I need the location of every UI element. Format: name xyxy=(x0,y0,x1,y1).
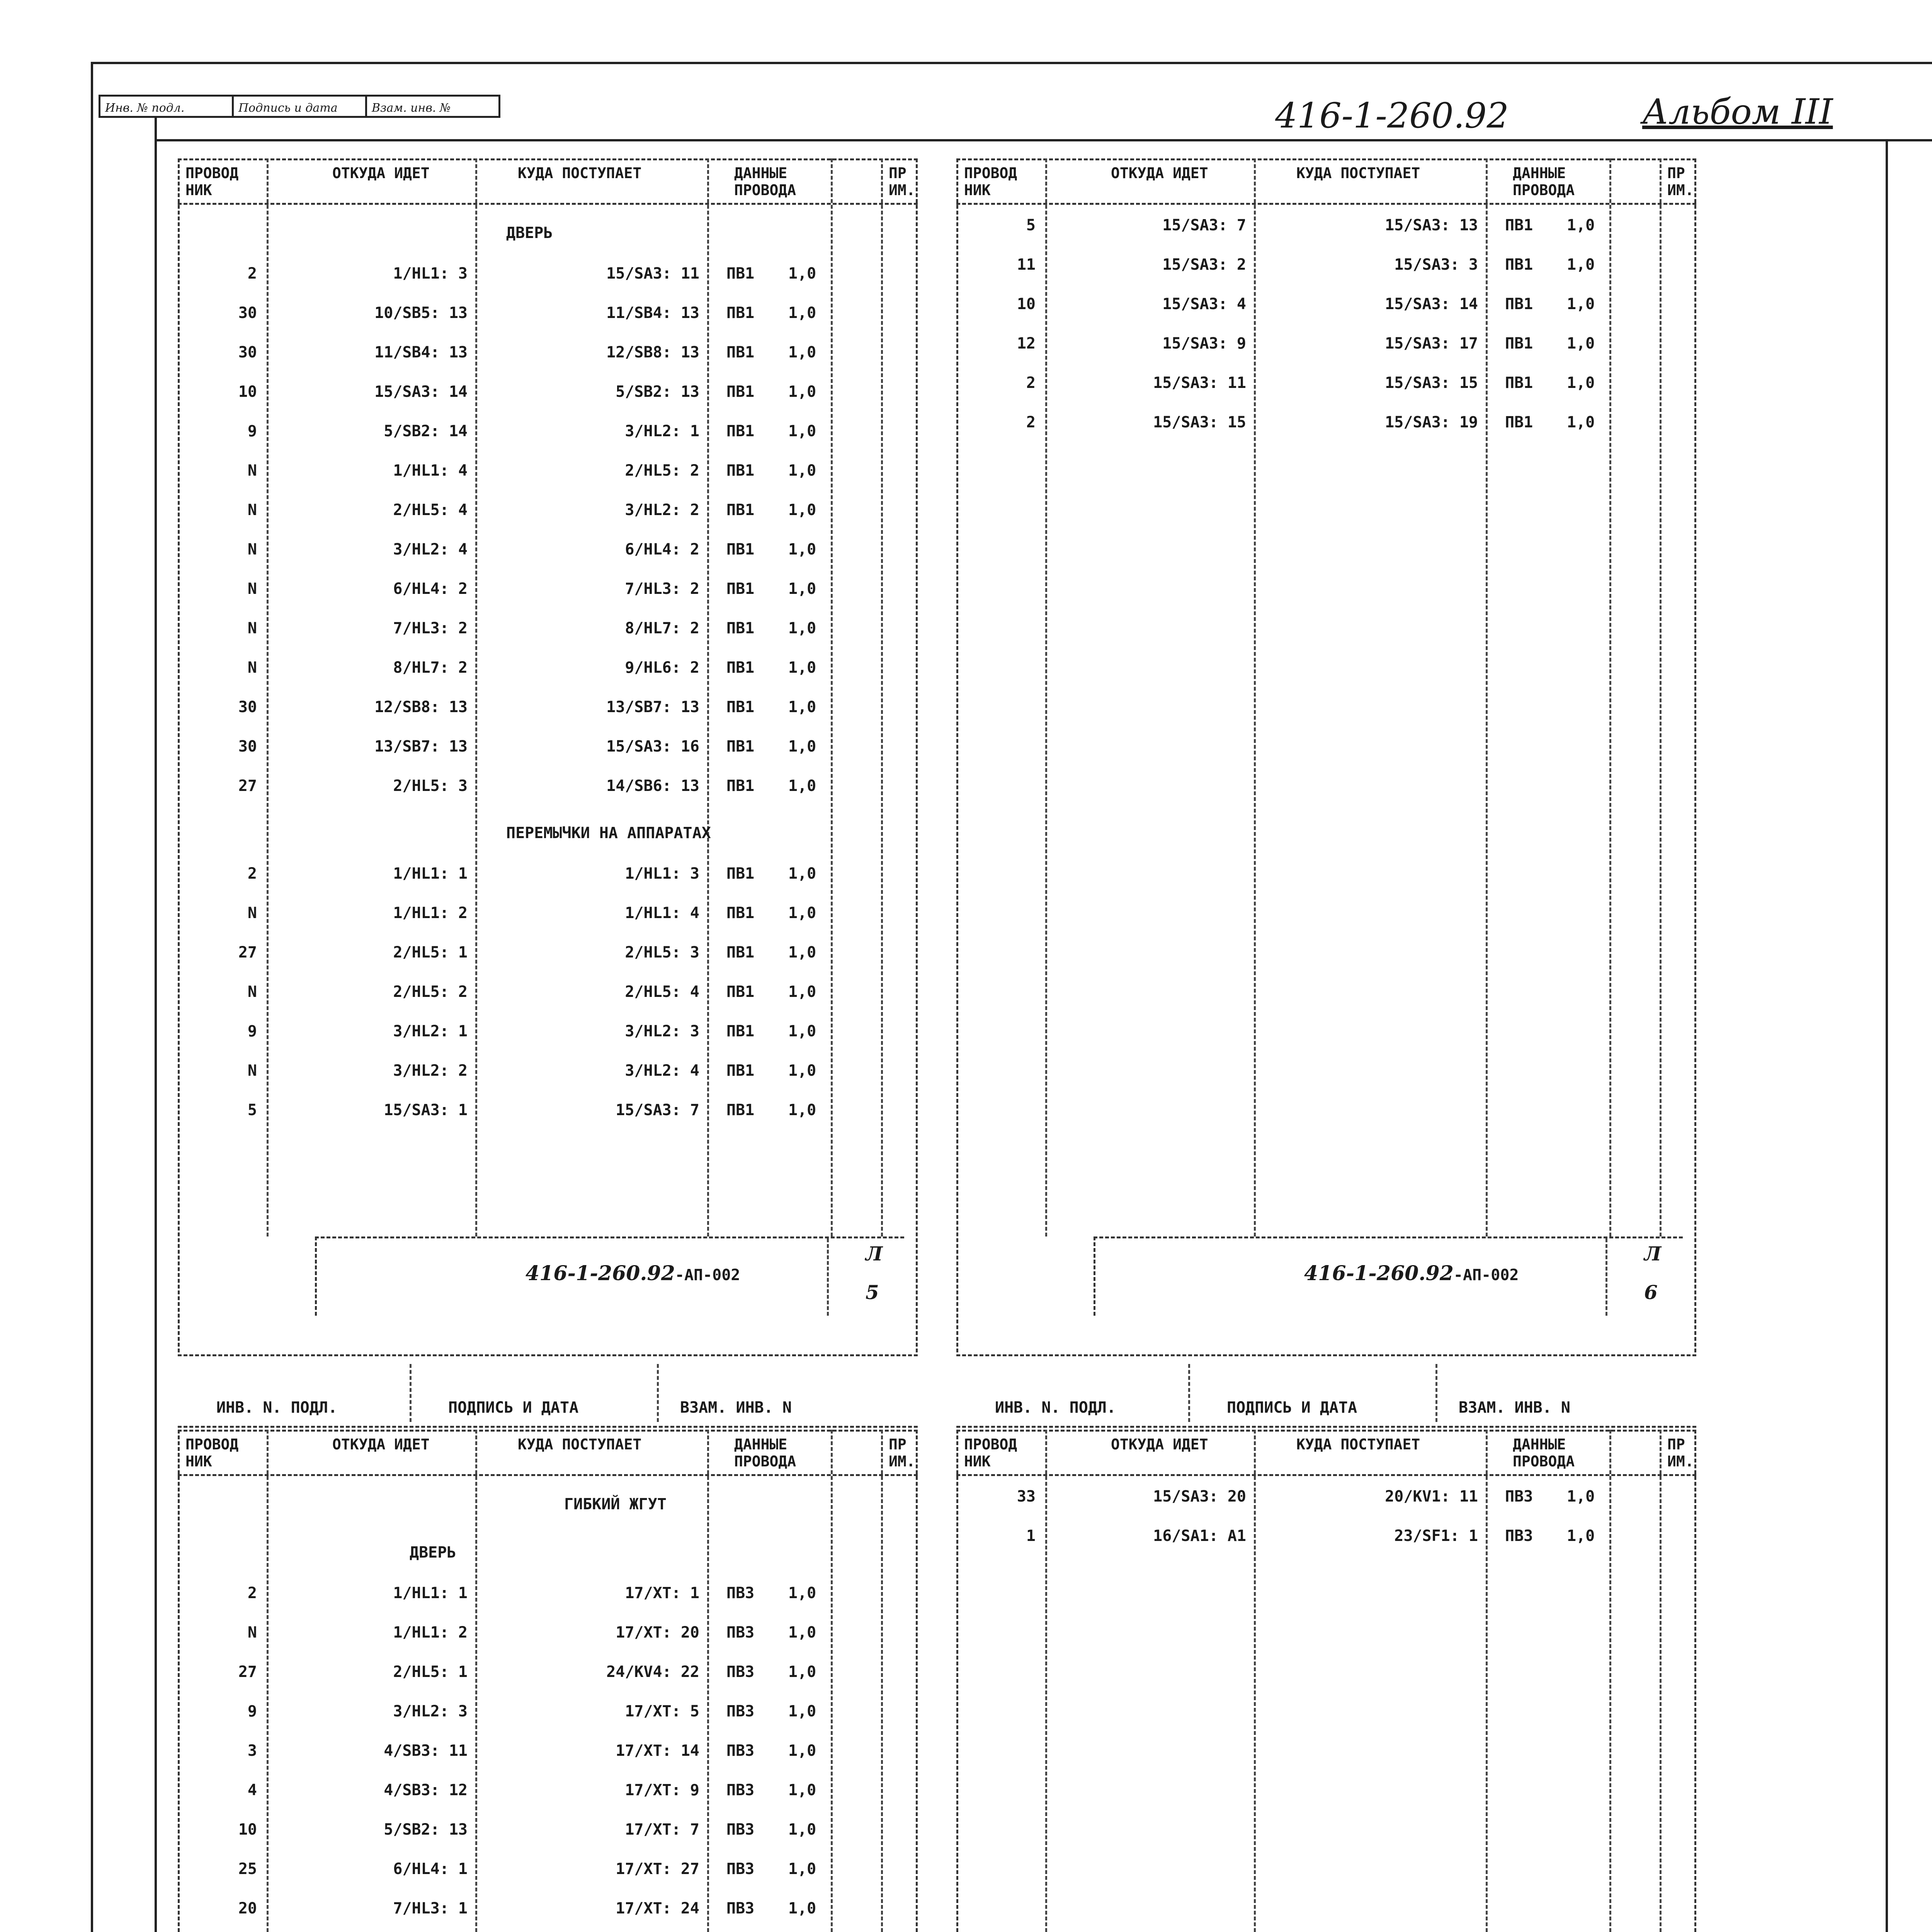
table-row xyxy=(178,738,918,772)
from-cell: 2/HL5: 1 xyxy=(393,944,468,961)
header-to: КУДА ПОСТУПАЕТ xyxy=(1296,165,1420,182)
table-row xyxy=(178,1101,918,1136)
sig-repl: ВЗАМ. ИНВ. N xyxy=(680,1399,792,1417)
wire-cell: 30 xyxy=(238,698,257,716)
wire-cell: 27 xyxy=(238,944,257,961)
table-row xyxy=(956,216,1696,251)
section-cell: 1,0 xyxy=(788,659,816,677)
table-row xyxy=(178,865,918,900)
to-cell: 3/HL2: 3 xyxy=(625,1022,699,1040)
type-cell: ПВ3 xyxy=(1505,1488,1533,1505)
wire-cell: 9 xyxy=(247,1022,257,1040)
type-cell: ПВ1 xyxy=(726,344,755,361)
type-cell: ПВ1 xyxy=(1505,413,1533,431)
table-row xyxy=(178,1781,918,1816)
type-cell: ПВ1 xyxy=(726,777,755,795)
wire-cell: 30 xyxy=(238,304,257,322)
table-header xyxy=(178,158,918,205)
sig-inv: ИНВ. N. ПОДЛ. xyxy=(995,1399,1116,1417)
title-box xyxy=(1094,1236,1683,1316)
to-cell: 2/HL5: 4 xyxy=(625,983,699,1001)
type-cell: ПВ1 xyxy=(726,265,755,282)
sig-repl: ВЗАМ. ИНВ. N xyxy=(1459,1399,1570,1417)
table-row xyxy=(178,1022,918,1057)
from-cell: 15/SA3: 2 xyxy=(1162,256,1246,274)
table-row xyxy=(178,1702,918,1737)
to-cell: 2/HL5: 3 xyxy=(625,944,699,961)
table-row xyxy=(178,777,918,812)
table-row xyxy=(178,265,918,299)
wire-cell: 9 xyxy=(247,1702,257,1720)
header-note: ПР ИМ. xyxy=(889,165,915,199)
type-cell: ПВ1 xyxy=(726,462,755,480)
type-cell: ПВ1 xyxy=(726,619,755,637)
section-cell: 1,0 xyxy=(788,1742,816,1760)
from-cell: 2/HL5: 3 xyxy=(393,777,468,795)
signature-block xyxy=(178,1354,918,1428)
section-cell: 1,0 xyxy=(788,904,816,922)
header-from: ОТКУДА ИДЕТ xyxy=(332,1436,430,1453)
table-row xyxy=(178,1624,918,1658)
header-wire: ПРОВОД НИК xyxy=(185,165,239,199)
header-wire: ПРОВОД НИК xyxy=(964,1436,1017,1470)
sheet-7 xyxy=(178,1430,918,1932)
type-cell: ПВ3 xyxy=(726,1663,755,1681)
to-cell: 8/HL7: 2 xyxy=(625,619,699,637)
from-cell: 15/SA3: 9 xyxy=(1162,335,1246,352)
wire-cell: 30 xyxy=(238,344,257,361)
type-cell: ПВ1 xyxy=(1505,374,1533,392)
wire-cell: N xyxy=(247,983,257,1001)
from-cell: 15/SA3: 15 xyxy=(1153,413,1246,431)
wire-cell: 5 xyxy=(1026,216,1036,234)
header-from: ОТКУДА ИДЕТ xyxy=(1111,1436,1208,1453)
signature-block xyxy=(956,1354,1696,1428)
left-margin-rule xyxy=(155,116,157,1932)
wire-cell: 2 xyxy=(247,265,257,282)
section-cell: 1,0 xyxy=(788,501,816,519)
header-to: КУДА ПОСТУПАЕТ xyxy=(518,165,642,182)
type-cell: ПВ3 xyxy=(1505,1527,1533,1545)
header-from: ОТКУДА ИДЕТ xyxy=(332,165,430,182)
from-cell: 3/HL2: 2 xyxy=(393,1062,468,1080)
section-cell: 1,0 xyxy=(788,580,816,598)
table-row xyxy=(178,698,918,733)
to-cell: 15/SA3: 11 xyxy=(606,265,699,282)
from-cell: 13/SB7: 13 xyxy=(374,738,468,755)
wire-cell: 25 xyxy=(238,1860,257,1878)
from-cell: 1/HL1: 2 xyxy=(393,1624,468,1641)
from-cell: 3/HL2: 4 xyxy=(393,541,468,558)
from-cell: 2/HL5: 1 xyxy=(393,1663,468,1681)
stamp-repl: Взам. инв. № xyxy=(372,101,451,115)
table-row xyxy=(178,619,918,654)
type-cell: ПВ1 xyxy=(726,541,755,558)
table-row xyxy=(178,304,918,339)
section-title: ПЕРЕМЫЧКИ НА АППАРАТАХ xyxy=(506,824,711,842)
to-cell: 15/SA3: 19 xyxy=(1385,413,1478,431)
from-cell: 7/HL3: 1 xyxy=(393,1900,468,1917)
from-cell: 1/HL1: 1 xyxy=(393,1584,468,1602)
header-note: ПР ИМ. xyxy=(1667,1436,1694,1470)
type-cell: ПВ1 xyxy=(726,865,755,883)
document-code: 416-1-260.92 xyxy=(1275,95,1509,136)
title-code xyxy=(526,1262,740,1285)
stamp-sign: Подпись и дата xyxy=(234,97,367,116)
section-cell: 1,0 xyxy=(1567,413,1595,431)
type-cell: ПВ1 xyxy=(1505,216,1533,234)
table-row xyxy=(178,983,918,1018)
section-cell: 1,0 xyxy=(788,1101,816,1119)
section-cell: 1,0 xyxy=(788,265,816,282)
type-cell: ПВ1 xyxy=(726,738,755,755)
header-wire: ПРОВОД НИК xyxy=(964,165,1017,199)
section-cell: 1,0 xyxy=(788,738,816,755)
table-row xyxy=(178,1584,918,1619)
section-cell: 1,0 xyxy=(1567,256,1595,274)
sheet-6 xyxy=(956,158,1696,1422)
album-label: Альбом III xyxy=(1642,92,1833,132)
from-cell: 1/HL1: 2 xyxy=(393,904,468,922)
section-cell: 1,0 xyxy=(788,1900,816,1917)
to-cell: 1/HL1: 3 xyxy=(625,865,699,883)
to-cell: 15/SA3: 15 xyxy=(1385,374,1478,392)
type-cell: ПВ1 xyxy=(726,580,755,598)
from-cell: 15/SA3: 14 xyxy=(374,383,468,401)
to-cell: 23/SF1: 1 xyxy=(1394,1527,1478,1545)
sig-sign: ПОДПИСЬ И ДАТА xyxy=(448,1399,579,1417)
wire-cell: 4 xyxy=(247,1781,257,1799)
to-cell: 1/HL1: 4 xyxy=(625,904,699,922)
from-cell: 16/SA1: A1 xyxy=(1153,1527,1246,1545)
header-data: ДАННЫЕ ПРОВОДА xyxy=(734,165,796,199)
from-cell: 6/HL4: 1 xyxy=(393,1860,468,1878)
right-margin-rule xyxy=(1886,139,1888,1932)
header-rule xyxy=(155,139,1932,141)
type-cell: ПВ3 xyxy=(726,1702,755,1720)
table-row xyxy=(178,422,918,457)
table-row xyxy=(956,374,1696,409)
from-cell: 15/SA3: 11 xyxy=(1153,374,1246,392)
section-cell: 1,0 xyxy=(788,777,816,795)
to-cell: 2/HL5: 2 xyxy=(625,462,699,480)
section-cell: 1,0 xyxy=(788,1860,816,1878)
section-title: ДВЕРЬ xyxy=(410,1544,456,1561)
title-code-suffix: -АП-002 xyxy=(675,1266,740,1284)
table-row xyxy=(178,1062,918,1097)
type-cell: ПВ3 xyxy=(726,1821,755,1838)
from-cell: 3/HL2: 3 xyxy=(393,1702,468,1720)
wire-cell: 11 xyxy=(1017,256,1036,274)
from-cell: 5/SB2: 13 xyxy=(384,1821,468,1838)
from-cell: 4/SB3: 12 xyxy=(384,1781,468,1799)
section-cell: 1,0 xyxy=(1567,295,1595,313)
header-note: ПР ИМ. xyxy=(889,1436,915,1470)
to-cell: 15/SA3: 16 xyxy=(606,738,699,755)
from-cell: 8/HL7: 2 xyxy=(393,659,468,677)
section-cell: 1,0 xyxy=(788,865,816,883)
table-row xyxy=(956,413,1696,448)
title-code-main: 416-1-260.92 xyxy=(526,1262,675,1285)
table-row xyxy=(956,1488,1696,1522)
section-title: ГИБКИЙ ЖГУТ xyxy=(564,1495,667,1513)
approval-stamp xyxy=(99,95,500,118)
sheet-label: Л xyxy=(1644,1242,1662,1265)
from-cell: 1/HL1: 4 xyxy=(393,462,468,480)
table-row xyxy=(956,1527,1696,1562)
to-cell: 17/XT: 14 xyxy=(616,1742,699,1760)
title-divider xyxy=(827,1238,829,1316)
from-cell: 7/HL3: 2 xyxy=(393,619,468,637)
section-cell: 1,0 xyxy=(788,1781,816,1799)
to-cell: 6/HL4: 2 xyxy=(625,541,699,558)
to-cell: 17/XT: 1 xyxy=(625,1584,699,1602)
table-row xyxy=(956,256,1696,291)
section-cell: 1,0 xyxy=(788,944,816,961)
type-cell: ПВ1 xyxy=(1505,335,1533,352)
table-row xyxy=(178,344,918,378)
table-header xyxy=(956,1430,1696,1476)
to-cell: 3/HL2: 1 xyxy=(625,422,699,440)
sig-divider xyxy=(657,1364,659,1422)
wire-cell: 10 xyxy=(238,383,257,401)
wire-cell: 20 xyxy=(238,1900,257,1917)
section-cell: 1,0 xyxy=(788,462,816,480)
from-cell: 1/HL1: 1 xyxy=(393,865,468,883)
title-code-main: 416-1-260.92 xyxy=(1304,1262,1454,1285)
from-cell: 4/SB3: 11 xyxy=(384,1742,468,1760)
section-cell: 1,0 xyxy=(788,344,816,361)
title-divider xyxy=(1605,1238,1607,1316)
type-cell: ПВ3 xyxy=(726,1742,755,1760)
to-cell: 5/SB2: 13 xyxy=(616,383,699,401)
section-cell: 1,0 xyxy=(1567,335,1595,352)
header-data: ДАННЫЕ ПРОВОДА xyxy=(1513,1436,1575,1470)
from-cell: 15/SA3: 7 xyxy=(1162,216,1246,234)
section-cell: 1,0 xyxy=(788,1584,816,1602)
title-code-suffix: -АП-002 xyxy=(1453,1266,1519,1284)
section-cell: 1,0 xyxy=(1567,1488,1595,1505)
section-cell: 1,0 xyxy=(788,422,816,440)
type-cell: ПВ1 xyxy=(726,383,755,401)
from-cell: 2/HL5: 2 xyxy=(393,983,468,1001)
from-cell: 3/HL2: 1 xyxy=(393,1022,468,1040)
to-cell: 14/SB6: 13 xyxy=(606,777,699,795)
sig-divider xyxy=(1435,1364,1437,1422)
section-cell: 1,0 xyxy=(788,1663,816,1681)
to-cell: 15/SA3: 14 xyxy=(1385,295,1478,313)
table-row xyxy=(178,904,918,939)
wire-cell: 10 xyxy=(238,1821,257,1838)
to-cell: 17/XT: 7 xyxy=(625,1821,699,1838)
header-data: ДАННЫЕ ПРОВОДА xyxy=(1513,165,1575,199)
to-cell: 11/SB4: 13 xyxy=(606,304,699,322)
section-cell: 1,0 xyxy=(1567,216,1595,234)
section-cell: 1,0 xyxy=(788,1702,816,1720)
table-row xyxy=(178,383,918,418)
section-cell: 1,0 xyxy=(788,1821,816,1838)
section-cell: 1,0 xyxy=(788,698,816,716)
to-cell: 15/SA3: 3 xyxy=(1394,256,1478,274)
section-cell: 1,0 xyxy=(788,304,816,322)
wire-cell: 3 xyxy=(247,1742,257,1760)
to-cell: 24/KV4: 22 xyxy=(606,1663,699,1681)
section-cell: 1,0 xyxy=(788,1022,816,1040)
table-row xyxy=(178,659,918,694)
type-cell: ПВ1 xyxy=(1505,295,1533,313)
sheet-number: 6 xyxy=(1644,1281,1658,1304)
section-cell: 1,0 xyxy=(788,383,816,401)
table-row xyxy=(178,1663,918,1698)
to-cell: 17/XT: 5 xyxy=(625,1702,699,1720)
from-cell: 2/HL5: 4 xyxy=(393,501,468,519)
header-to: КУДА ПОСТУПАЕТ xyxy=(1296,1436,1420,1453)
type-cell: ПВ1 xyxy=(726,1101,755,1119)
wire-cell: N xyxy=(247,659,257,677)
from-cell: 12/SB8: 13 xyxy=(374,698,468,716)
type-cell: ПВ1 xyxy=(1505,256,1533,274)
wire-cell: 27 xyxy=(238,1663,257,1681)
wire-cell: N xyxy=(247,904,257,922)
from-cell: 11/SB4: 13 xyxy=(374,344,468,361)
to-cell: 17/XT: 24 xyxy=(616,1900,699,1917)
wire-cell: 30 xyxy=(238,738,257,755)
table-row xyxy=(178,1900,918,1932)
table-row xyxy=(956,335,1696,369)
section-cell: 1,0 xyxy=(1567,374,1595,392)
from-cell: 15/SA3: 1 xyxy=(384,1101,468,1119)
to-cell: 15/SA3: 13 xyxy=(1385,216,1478,234)
type-cell: ПВ1 xyxy=(726,1022,755,1040)
wire-cell: 33 xyxy=(1017,1488,1036,1505)
header-to: КУДА ПОСТУПАЕТ xyxy=(518,1436,642,1453)
wire-cell: 10 xyxy=(1017,295,1036,313)
type-cell: ПВ1 xyxy=(726,904,755,922)
to-cell: 3/HL2: 4 xyxy=(625,1062,699,1080)
from-cell: 15/SA3: 20 xyxy=(1153,1488,1246,1505)
from-cell: 15/SA3: 4 xyxy=(1162,295,1246,313)
section-cell: 1,0 xyxy=(788,983,816,1001)
type-cell: ПВ1 xyxy=(726,983,755,1001)
wire-cell: N xyxy=(247,580,257,598)
sheet-number: 5 xyxy=(866,1281,879,1304)
wire-cell: 2 xyxy=(1026,374,1036,392)
table-row xyxy=(178,580,918,615)
header-note: ПР ИМ. xyxy=(1667,165,1694,199)
from-cell: 6/HL4: 2 xyxy=(393,580,468,598)
to-cell: 17/XT: 9 xyxy=(625,1781,699,1799)
sheet-5 xyxy=(178,158,918,1422)
type-cell: ПВ1 xyxy=(726,501,755,519)
type-cell: ПВ1 xyxy=(726,944,755,961)
title-code xyxy=(1304,1262,1519,1285)
to-cell: 20/KV1: 11 xyxy=(1385,1488,1478,1505)
table-row xyxy=(178,541,918,575)
wire-cell: N xyxy=(247,541,257,558)
to-cell: 9/HL6: 2 xyxy=(625,659,699,677)
sheet-8 xyxy=(956,1430,1696,1932)
to-cell: 15/SA3: 17 xyxy=(1385,335,1478,352)
wire-cell: 5 xyxy=(247,1101,257,1119)
wire-cell: N xyxy=(247,1624,257,1641)
type-cell: ПВ1 xyxy=(726,698,755,716)
stamp-inv: Инв. № подл. xyxy=(100,97,234,116)
type-cell: ПВ1 xyxy=(726,659,755,677)
table-header xyxy=(956,158,1696,205)
table-row xyxy=(178,1821,918,1855)
to-cell: 17/XT: 20 xyxy=(616,1624,699,1641)
to-cell: 15/SA3: 7 xyxy=(616,1101,699,1119)
table-row xyxy=(178,462,918,497)
wire-cell: 12 xyxy=(1017,335,1036,352)
to-cell: 17/XT: 27 xyxy=(616,1860,699,1878)
table-row xyxy=(178,1860,918,1895)
type-cell: ПВ3 xyxy=(726,1624,755,1641)
sig-divider xyxy=(1188,1364,1190,1422)
wire-cell: 2 xyxy=(247,1584,257,1602)
wire-cell: N xyxy=(247,501,257,519)
table-row xyxy=(178,501,918,536)
type-cell: ПВ1 xyxy=(726,304,755,322)
table-row xyxy=(956,295,1696,330)
section-title: ДВЕРЬ xyxy=(506,224,553,242)
to-cell: 3/HL2: 2 xyxy=(625,501,699,519)
section-cell: 1,0 xyxy=(788,1062,816,1080)
table-row xyxy=(178,1742,918,1777)
from-cell: 5/SB2: 14 xyxy=(384,422,468,440)
from-cell: 1/HL1: 3 xyxy=(393,265,468,282)
wire-cell: N xyxy=(247,462,257,480)
header-data: ДАННЫЕ ПРОВОДА xyxy=(734,1436,796,1470)
section-cell: 1,0 xyxy=(1567,1527,1595,1545)
sig-sign: ПОДПИСЬ И ДАТА xyxy=(1227,1399,1357,1417)
table-header xyxy=(178,1430,918,1476)
sig-divider xyxy=(410,1364,412,1422)
section-cell: 1,0 xyxy=(788,541,816,558)
sheet-label: Л xyxy=(866,1242,883,1265)
wire-cell: 1 xyxy=(1026,1527,1036,1545)
type-cell: ПВ3 xyxy=(726,1860,755,1878)
section-cell: 1,0 xyxy=(788,619,816,637)
title-box xyxy=(315,1236,904,1316)
wire-cell: 9 xyxy=(247,422,257,440)
type-cell: ПВ1 xyxy=(726,422,755,440)
wire-cell: N xyxy=(247,1062,257,1080)
wire-cell: 2 xyxy=(247,865,257,883)
to-cell: 12/SB8: 13 xyxy=(606,344,699,361)
sig-inv: ИНВ. N. ПОДЛ. xyxy=(216,1399,338,1417)
type-cell: ПВ3 xyxy=(726,1781,755,1799)
wire-cell: N xyxy=(247,619,257,637)
header-wire: ПРОВОД НИК xyxy=(185,1436,239,1470)
to-cell: 7/HL3: 2 xyxy=(625,580,699,598)
wire-cell: 27 xyxy=(238,777,257,795)
from-cell: 10/SB5: 13 xyxy=(374,304,468,322)
type-cell: ПВ3 xyxy=(726,1584,755,1602)
wire-cell: 2 xyxy=(1026,413,1036,431)
type-cell: ПВ3 xyxy=(726,1900,755,1917)
header-from: ОТКУДА ИДЕТ xyxy=(1111,165,1208,182)
to-cell: 13/SB7: 13 xyxy=(606,698,699,716)
table-row xyxy=(178,944,918,978)
type-cell: ПВ1 xyxy=(726,1062,755,1080)
section-cell: 1,0 xyxy=(788,1624,816,1641)
